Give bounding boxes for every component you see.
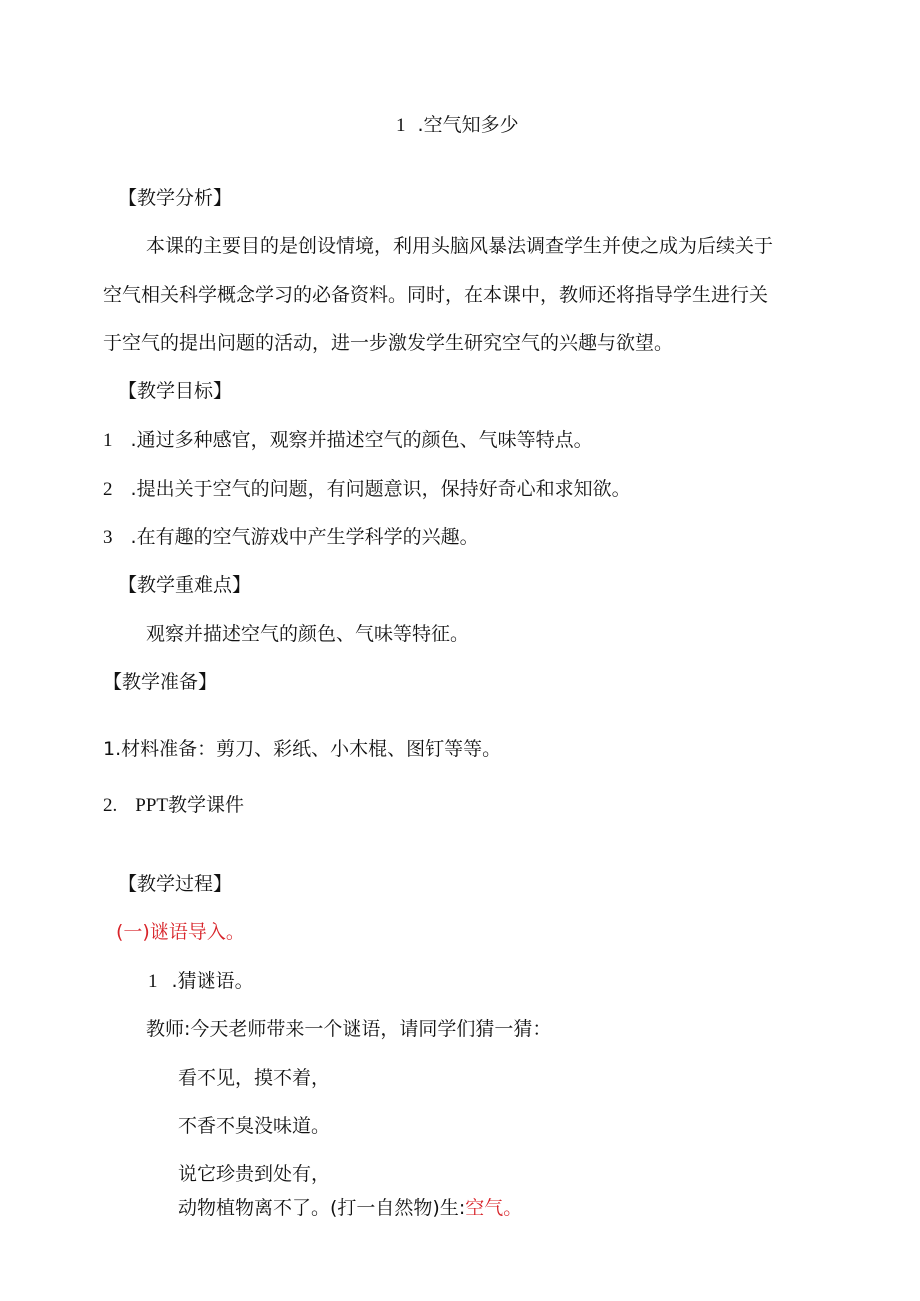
goal-item-3 [103,525,479,550]
process-step-1 [148,969,254,994]
goal-item-2 [103,477,631,502]
process-section-1: (一)谜语导入。 [116,921,245,943]
goal-item-1-number: 1 [103,430,113,451]
heading-keypoints: 【教学重难点】 [118,574,252,596]
analysis-paragraph-line-3: 于空气的提出问题的活动，进一步激发学生研究空气的兴趣与欲望。 [103,332,674,354]
teacher-speech: 教师:今天老师带来一个谜语，请同学们猜一猜： [146,1018,552,1040]
keypoints-text: 观察并描述空气的颜色、气味等特征。 [146,623,470,645]
riddle-line-4 [178,1196,522,1220]
analysis-paragraph-line-1: 本课的主要目的是创设情境，利用头脑风暴法调查学生并使之成为后续关于 [146,235,774,257]
riddle-last-text: 动物植物离不了。(打一自然物)生: [178,1197,466,1219]
page-title [396,113,519,138]
process-step-1-text: .猜谜语。 [171,970,254,992]
title-text: .空气知多少 [417,114,519,136]
riddle-answer: 空气。 [465,1197,523,1219]
preparation-item-2-text: PPT教学课件 [135,795,245,816]
analysis-paragraph-line-2: 空气相关科学概念学习的必备资料。同时，在本课中，教师还将指导学生进行关 [103,284,769,306]
preparation-item-1: 1.材料准备：剪刀、彩纸、小木棍、图钉等等。 [103,738,502,760]
preparation-item-2 [103,793,244,818]
riddle-line-3: 说它珍贵到处有， [178,1163,331,1185]
preparation-item-2-number: 2. [103,795,118,816]
heading-analysis: 【教学分析】 [118,187,233,209]
riddle-line-1: 看不见，摸不着， [178,1067,331,1089]
goal-item-1 [103,428,593,453]
goal-item-2-number: 2 [103,479,113,500]
title-number: 1 [396,115,406,136]
heading-preparation: 【教学准备】 [103,671,218,693]
goal-item-1-text: .通过多种感官，观察并描述空气的颜色、气味等特点。 [130,429,593,451]
goal-item-2-text: .提出关于空气的问题，有问题意识，保持好奇心和求知欲。 [130,478,631,500]
heading-goals: 【教学目标】 [118,380,233,402]
heading-process: 【教学过程】 [118,873,233,895]
process-step-1-number: 1 [148,971,158,992]
goal-item-3-text: .在有趣的空气游戏中产生学科学的兴趣。 [130,526,479,548]
goal-item-3-number: 3 [103,527,113,548]
riddle-line-2: 不香不臭没味道。 [178,1115,331,1137]
